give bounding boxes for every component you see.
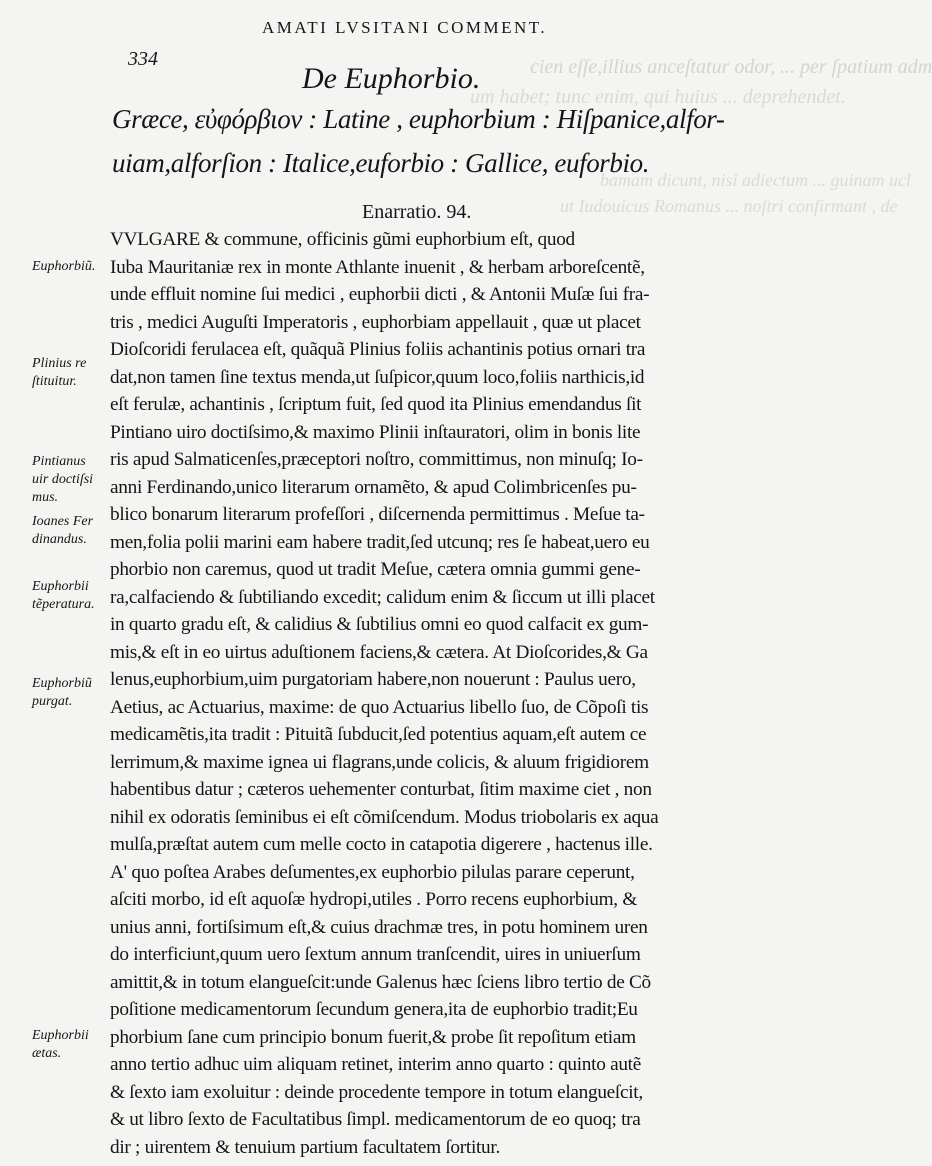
margin-note-line: Euphorbii bbox=[32, 579, 89, 594]
body-line: amittit,& in totum elangueſcit:unde Galenus hæc ſciens libro tertio de Cõ bbox=[110, 971, 651, 993]
body-line: Aetius, ac Actuarius, maxime: de quo Actuarius libello ſuo, de Cõpoſi tis bbox=[110, 696, 649, 718]
names-line-2: uiam,alforſion : Italice,euforbio : Gallice, euforbio. bbox=[112, 148, 650, 178]
body-line: medicamẽtis,ita tradit : Pituitã ſubducit,ſed potentius aquam,eſt autem ce bbox=[110, 724, 647, 745]
body-line: ris apud Salmaticenſes,præceptori noſtro, committimus, non minuſq; Io- bbox=[110, 449, 643, 470]
body-line: blico bonarum literarum profeſſori , diſcernenda permittimus . Meſue ta- bbox=[110, 504, 645, 525]
margin-note-line: Pintianus bbox=[32, 454, 86, 469]
body-line: mulſa,præſtat autem cum melle cocto in catapotia digerere , hactenus ille. bbox=[110, 834, 653, 855]
margin-note-line: ætas. bbox=[32, 1046, 62, 1061]
margin-note-line: Euphorbiũ. bbox=[32, 259, 96, 274]
body-line: dat,non tamen ſine textus menda,ut ſuſpicor,quum loco,foliis narthicis,id bbox=[110, 366, 645, 388]
margin-note bbox=[32, 258, 114, 276]
body-line: & ut libro ſexto de Facultatibus ſimpl. medicamentorum de eo quoq; tra bbox=[110, 1109, 641, 1130]
body-line: men,folia polii marini eam habere tradit,ſed utcunq; res ſe habeat,uero eu bbox=[110, 531, 650, 553]
margin-note-line: mus. bbox=[32, 490, 59, 505]
body-line: Iuba Mauritaniæ rex in monte Athlante inuenit , & herbam arboreſcentẽ, bbox=[110, 256, 645, 278]
body-line: phorbium ſane cum principio bonum fuerit,& probe ſit repoſitum etiam bbox=[110, 1026, 636, 1048]
body-line: eſt ferulæ, achantinis , ſcriptum fuit, ſed quod ita Plinius emendandus ſit bbox=[110, 394, 642, 415]
margin-note-line: tẽperatura. bbox=[32, 597, 95, 612]
margin-note bbox=[32, 578, 114, 614]
margin-note bbox=[32, 453, 114, 507]
margin-note-line: uir doctiſsi bbox=[32, 472, 94, 487]
body-line: tris , medici Auguſti Imperatoris , euphorbiam appellauit , quæ ut placet bbox=[110, 311, 641, 333]
body-line: ra,calfaciendo & ſubtiliando excedit; calidum enim & ſiccum ut illi placet bbox=[110, 586, 655, 608]
body-line: & ſexto iam exoluitur : deinde procedente tempore in totum elangueſcit, bbox=[110, 1081, 643, 1103]
body-line: anno tertio adhuc uim aliquam retinet, interim anno quarto : quinto autẽ bbox=[110, 1054, 641, 1075]
body-line: lerrimum,& maxime ignea ui flagrans,unde colicis, & aluum frigidiorem bbox=[110, 751, 649, 773]
margin-note-line: ſtituitur. bbox=[32, 374, 77, 389]
body-line: mis,& eſt in eo uirtus aduſtionem faciens,& cætera. At Dioſcorides,& Ga bbox=[110, 641, 648, 663]
body-line: anni Ferdinando,unico literarum ornamẽto, & apud Colimbricenſes pu- bbox=[110, 476, 637, 498]
body-line: A' quo poſtea Arabes deſumentes,ex euphorbio pilulas parare ceperunt, bbox=[110, 861, 635, 883]
body-line: dir ; uirentem & tenuium partium facultatem ſortitur. bbox=[110, 1136, 500, 1158]
bleed-through-line: cien eſſe,illius anceſtatur odor, ... per ſpatium adm bbox=[530, 56, 932, 78]
bleed-through-line: um habet; tunc enim, qui huius ... deprehendet. bbox=[470, 86, 846, 108]
margin-note-line: dinandus. bbox=[32, 532, 87, 547]
body-line: unius anni, fortiſsimum eſt,& cuius drachmæ tres, in potu hominem uren bbox=[110, 916, 648, 938]
body-line: phorbio non caremus, quod ut tradit Meſue, cætera omnia gummi gene- bbox=[110, 559, 641, 580]
chapter-title: De Euphorbio. bbox=[302, 62, 481, 95]
body-line: nihil ex odoratis ſeminibus ei eſt cõmiſcendum. Modus triobolaris ex aqua bbox=[110, 806, 659, 828]
body-line: aſciti morbo, id eſt aquoſæ hydropi,utiles . Porro recens euphorbium, & bbox=[110, 889, 638, 910]
body-line: VVLGARE & commune, officinis gũmi euphorbium eſt, quod bbox=[110, 229, 575, 250]
margin-note bbox=[32, 675, 114, 711]
body-line: Dioſcoridi ferulacea eſt, quãquã Plinius foliis achantinis potius ornari tra bbox=[110, 339, 646, 360]
bleed-through-line: bamam dicunt, nisi adiectum ... guinam ucl bbox=[600, 170, 911, 190]
margin-note bbox=[32, 1027, 114, 1063]
body-line: unde effluit nomine ſui medici , euphorbii dicti , & Antonii Muſæ ſui fra- bbox=[110, 284, 650, 305]
margin-note-line: Euphorbiũ bbox=[32, 676, 92, 691]
margin-note-line: purgat. bbox=[32, 694, 73, 709]
body-line: do interficiunt,quum uero ſextum annum tranſcendit, uires in uniuerſum bbox=[110, 944, 641, 965]
running-head: AMATI LVSITANI COMMENT. bbox=[262, 18, 548, 37]
body-line: lenus,euphorbium,uim purgatoriam habere,non nouerunt : Paulus uero, bbox=[110, 669, 636, 690]
bleed-through-line: ut Iudouicus Romanus ... noſtri confirmant , de bbox=[560, 196, 898, 216]
margin-note bbox=[32, 355, 114, 391]
body-line: in quarto gradu eſt, & calidius & ſubtilius omni eo quod calfacit ex gum- bbox=[110, 614, 649, 635]
body-text bbox=[110, 226, 770, 1161]
body-line: habentibus datur ; cæteros uehementer conturbat, ſitim maxime ciet , non bbox=[110, 779, 652, 800]
narration-heading: Enarratio. 94. bbox=[362, 201, 472, 223]
names-line-1: Græce, εὐφόρβιον : Latine , euphorbium : Hiſpanice,alfor- bbox=[112, 104, 725, 134]
body-line: Pintiano uiro doctiſsimo,& maximo Plinii inſtauratori, olim in bonis lite bbox=[110, 421, 641, 443]
page-number: 334 bbox=[128, 48, 158, 70]
margin-note bbox=[32, 513, 114, 549]
margin-note-line: Euphorbii bbox=[32, 1028, 89, 1043]
margin-note-line: Plinius re bbox=[32, 356, 87, 371]
margin-note-line: Ioanes Fer bbox=[32, 514, 94, 529]
body-line: poſitione medicamentorum ſecundum genera,ita de euphorbio tradit;Eu bbox=[110, 999, 638, 1020]
